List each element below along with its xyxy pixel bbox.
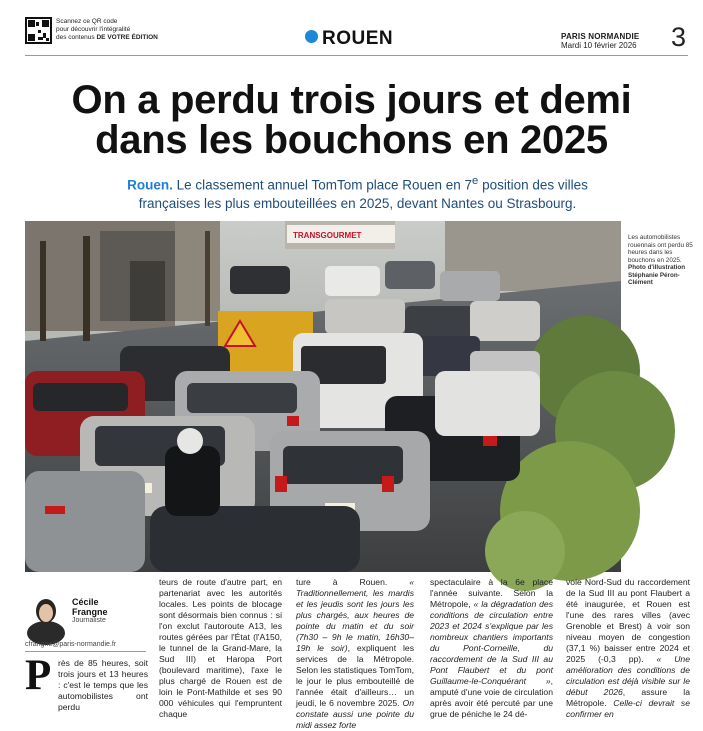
body-column-3: ture à Rouen. « Traditionnellement, les mardis et les jeudis sont les jours les plus chargés, aux heures de pointe du matin et du soir (7h30 – 9h le matin, 16h30–19h le soir), expliquent les services de la Métropole. Selon les statistiques TomTom, le jour le plus embouteillé de l'année était d'ailleurs… un jeudi, le 6 novembre 2025. On constate aussi une pointe du midi assez forte — [296, 577, 414, 730]
headline: On a perdu trois jours et demi dans les bouchons en 2025 — [71, 78, 632, 162]
body-column-5: voie Nord-Sud du raccordement de la Sud III au pont Flaubert a été inaugurée, et Rouen est l'une des rares villes (avec Grenoble et Brest) à voir son niveau moyen de congestion (37,1 %) baisser entre 2024 et 2025 (-0,3 pp). « Une amélioration des conditions de circulation est déjà visible sur le début 2026, assure la Métropole. Celle-ci devrait se confirmer en — [566, 577, 690, 719]
traffic-jam-photo — [25, 221, 621, 572]
issue-date: Mardi 10 février 2026 — [561, 41, 637, 50]
body-column-4: spectaculaire à la 6e place l'année suivante. Selon la Métropole, « la dégradation des conditions de circulation entre 2023 et 2024 s'explique par les nombreux chantiers importants du Pont-Corneille, du raccordement de la Sud III au Pont Flaubert et du pont Guillaume-le-Conquérant », amputé d'une voie de circulation après avoir été percuté par une grue de péniche le 24 dé- — [430, 577, 553, 719]
qr-code[interactable] — [25, 17, 52, 44]
shop-sign: TRANSGOURMET — [293, 231, 362, 240]
qr-instructions: Scannez ce QR code pour découvrir l'intégralité des contenus DE VOTRE ÉDITION — [56, 18, 158, 41]
photo-caption: Les automobilistes rouennais ont perdu 85 heures dans les bouchons en 2025. Photo d'illustration Stéphanie Péron-Clément — [628, 234, 700, 287]
section-title: ROUEN — [305, 28, 393, 50]
author-email[interactable]: cfrangne@paris-normandie.fr — [25, 641, 117, 648]
author-role: Journaliste — [72, 617, 106, 624]
body-column-1: rès de 85 heures, soit trois jours et 13 heures : c'est le temps que les automobilistes ont perdu — [58, 658, 148, 712]
photographer: Stéphanie Péron-Clément — [628, 271, 680, 286]
drop-cap: P — [25, 652, 52, 699]
newspaper-name: PARIS NORMANDIE — [561, 32, 640, 41]
section-dot-icon — [305, 30, 318, 43]
page-number: 3 — [671, 22, 687, 52]
photo-credit: Photo d'illustration — [628, 264, 686, 271]
standfirst: Rouen. Le classement annuel TomTom place Rouen en 7e position des villes françaises les plus embouteillées en 2025, devant Nantes ou Strasbourg. — [127, 175, 588, 211]
header-divider — [25, 55, 688, 56]
author-avatar — [25, 595, 67, 635]
author-name: Cécile Frangne — [72, 597, 108, 617]
body-column-2: teurs de route d'autre part, en partenariat avec les autorités locales. Les points de blocage sont désormais bien connus : si l'on exclut l'autoroute A13, les routes gérées par l'État (l'A150, le tunnel de la Grand-Mare, la Sud III) et Haropa Port (boulevard maritime), l'axe le plus chargé de Rouen est de loin le Pont-Mathilde et ses 90 000 véhicules qui l'empruntent chaque — [159, 577, 282, 719]
